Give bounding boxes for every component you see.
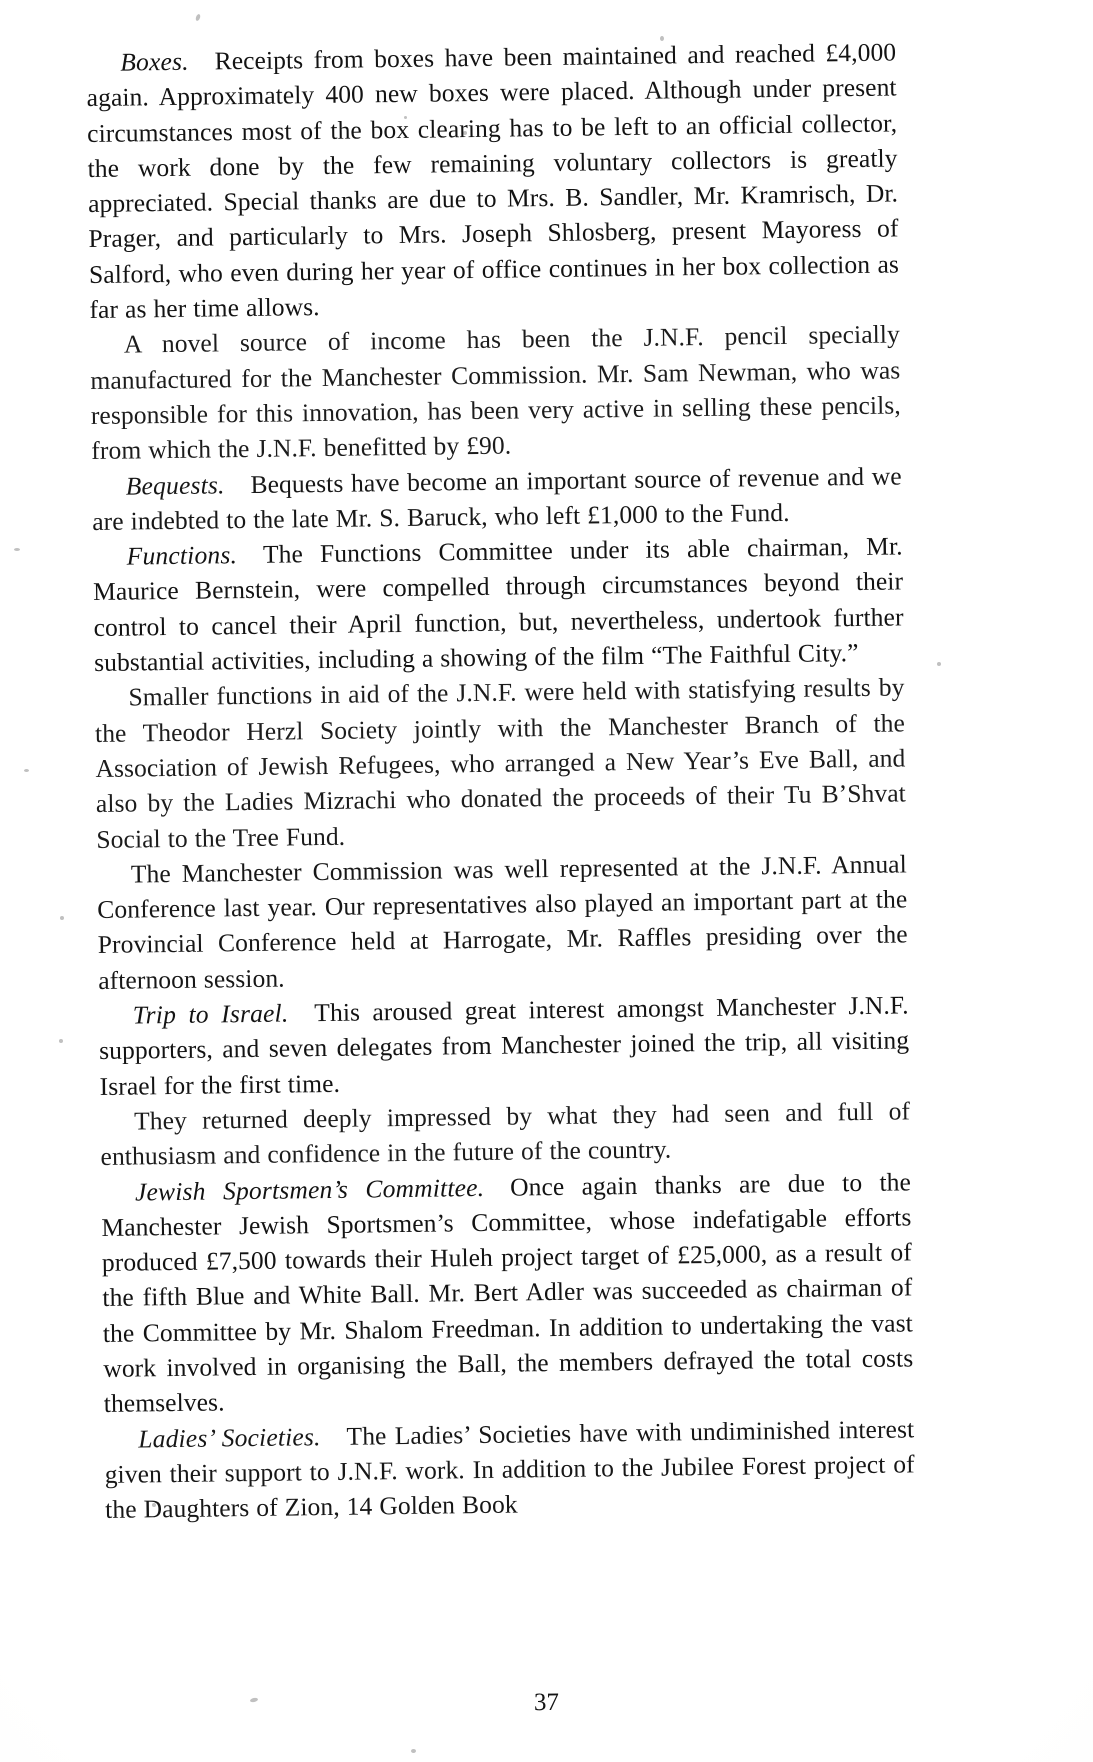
section-heading-ladies-societies: Ladies’ Societies. xyxy=(138,1421,347,1454)
paragraph-smaller-functions xyxy=(94,670,906,857)
paragraph-returned xyxy=(100,1093,911,1174)
scan-speck xyxy=(195,14,201,22)
paragraph-returned-text: They returned deeply impressed by what they had seen and full of enthusiasm and confidence in the future of the country. xyxy=(100,1096,911,1172)
paragraph-ladies-societies-text: The Ladies’ Societies have with undiminished interest given their support to J.N.F. work. In addition to the Jubilee Forest project of the Daughters of Zion, 14 Golden Book xyxy=(104,1413,915,1525)
paragraph-boxes-text: Receipts from boxes have been maintained and reached £4,000 again. Approximately 400 new boxes were placed. Although under present circumstances most of the box clearing has to be left to an official collector, the work done by the few remaining voluntary collectors is greatly appreciated. Special thanks are due to Mrs. B. Sandler, Mr. Kramrisch, Dr. Prager, and particularly to Mrs. Joseph Shlosberg, present Mayoress of Salford, who even during her year of office continues in her box collection as far as her time allows. xyxy=(86,37,900,325)
page-text-body xyxy=(86,34,915,1527)
paragraph-trip-to-israel-text: This aroused great interest amongst Manchester J.N.F. supporters, and seven delegates from Manchester joined the trip, all visiting Israel for the first time. xyxy=(98,990,910,1101)
paragraph-pencil xyxy=(90,317,902,469)
paragraph-trip-to-israel xyxy=(98,987,909,1103)
paragraph-conference-text: The Manchester Commission was well represented at the J.N.F. Annual Conference last year. Our representatives also played an important part at the Provincial Conference held at Harrogate, Mr. Raffles presiding over the afternoon session. xyxy=(97,849,908,995)
scan-speck xyxy=(59,1039,63,1043)
scan-speck xyxy=(937,662,941,666)
paragraph-functions-text: The Functions Committee under its able chairman, Mr. Maurice Bernstein, were compelled through circumstances beyond their control to cancel their April function, but, nevertheless, undertook further substantial activities, including a showing of the film “The Faithful City.” xyxy=(92,531,904,678)
paragraph-sportsmens-committee-text: Once again thanks are due to the Manchester Jewish Sportsmen’s Committee, whose indefatigable efforts produced £7,500 towards their Huleh project target of £25,000, as a result of the fifth Blue and White Ball. Mr. Bert Adler was succeeded as chairman of the Committee by Mr. Shalom Freedman. In addition to undertaking the vast work involved in organising the Ball, the members defrayed the total costs themselves. xyxy=(101,1166,914,1419)
paragraph-boxes xyxy=(86,34,900,327)
page-number: 37 xyxy=(533,1688,560,1717)
paragraph-bequests xyxy=(92,458,903,539)
section-heading-boxes: Boxes. xyxy=(120,46,215,77)
scan-speck xyxy=(14,548,20,551)
scan-speck xyxy=(411,1749,416,1753)
paragraph-functions xyxy=(92,529,904,681)
paragraph-bequests-text: Bequests have become an important source of revenue and we are indebted to the late Mr. S. Baruck, who left £1,000 to the Fund. xyxy=(92,460,902,536)
paragraph-ladies-societies xyxy=(104,1411,915,1527)
section-heading-functions: Functions. xyxy=(126,539,264,571)
paragraph-pencil-text: A novel source of income has been the J.N.F. pencil specially manufactured for the Manchester Commission. Mr. Sam Newman, who was responsible for this innovation, has been very active in selling these pencils, from which the J.N.F. benefitted by £90. xyxy=(90,319,901,466)
scan-speck xyxy=(60,916,64,920)
section-heading-bequests: Bequests. xyxy=(125,469,251,501)
paragraph-conference xyxy=(97,846,909,998)
section-heading-trip-to-israel: Trip to Israel. xyxy=(132,998,315,1030)
paragraph-smaller-functions-text: Smaller functions in aid of the J.N.F. were held with statisfying results by the Theodor Herzl Society jointly with the Manchester Branch of the Association of Jewish Refugees, who arranged a New Year’s Eve Ball, and also by the Ladies Mizrachi who donated the proceeds of their Tu B’Shvat Social to the Tree Fund. xyxy=(94,672,907,854)
scan-speck xyxy=(24,769,29,772)
section-heading-sportsmens-committee: Jewish Sportsmen’s Committee. xyxy=(134,1172,511,1207)
paragraph-sportsmens-committee xyxy=(101,1164,914,1422)
